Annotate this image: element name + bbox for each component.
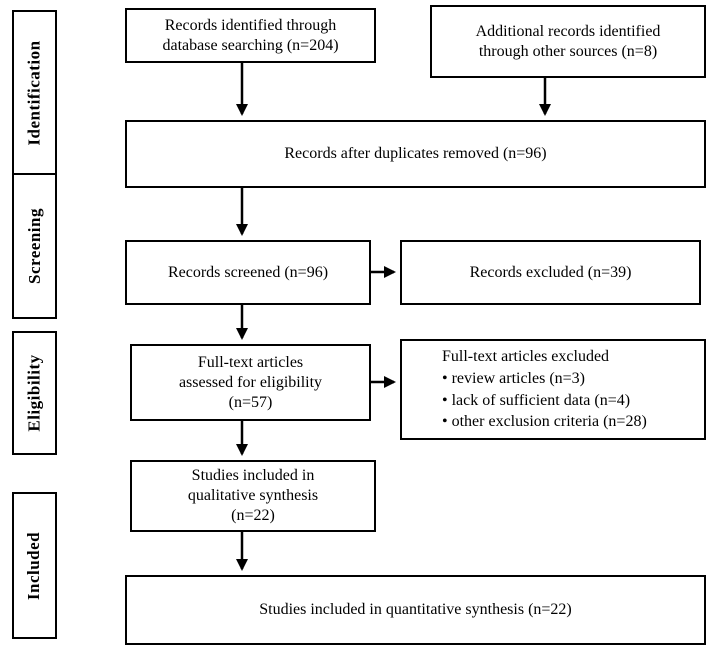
box-quantitative-synthesis (125, 575, 706, 645)
box-records-screened (125, 240, 371, 305)
box-line: Records after duplicates removed (n=96) (284, 145, 547, 162)
box-title: Full-text articles excluded (442, 348, 610, 366)
excluded-reason-item: • other exclusion criteria (n=28) (442, 413, 647, 431)
stage-included (12, 492, 57, 639)
box-records-identified (125, 8, 376, 63)
box-qualitative-synthesis (130, 460, 376, 532)
box-line: Additional records identified (475, 22, 661, 40)
box-line: Records screened (n=96) (167, 263, 329, 281)
box-fulltext-excluded (400, 339, 706, 440)
stage-label: Identification (24, 39, 44, 146)
box-fulltext-assessed (130, 344, 371, 421)
stage-label: Screening (24, 208, 44, 284)
box-line: Studies included in (191, 467, 315, 484)
box-line: database searching (n=204) (162, 36, 339, 54)
stage-screening (12, 173, 57, 319)
box-line: Records identified through (164, 16, 337, 34)
box-line: Full-text articles (197, 353, 304, 371)
box-line: (n=22) (231, 507, 275, 524)
excluded-reason-item: • review articles (n=3) (442, 369, 586, 387)
box-line: qualitative synthesis (187, 487, 319, 504)
stage-eligibility (12, 331, 57, 455)
box-records-excluded (400, 240, 701, 305)
excluded-reason-item: • lack of sufficient data (n=4) (442, 391, 631, 409)
box-additional-records (430, 5, 706, 78)
box-line: (n=57) (228, 393, 273, 411)
box-line: Records excluded (n=39) (469, 263, 632, 281)
stage-label: Included (24, 531, 44, 600)
box-duplicates-removed (125, 120, 706, 188)
stage-identification (12, 10, 57, 175)
box-line: assessed for eligibility (178, 373, 323, 391)
box-line: through other sources (n=8) (478, 42, 658, 60)
box-line: Studies included in quantitative synthesis (n=22) (259, 601, 572, 618)
stage-label: Eligibility (24, 354, 44, 432)
